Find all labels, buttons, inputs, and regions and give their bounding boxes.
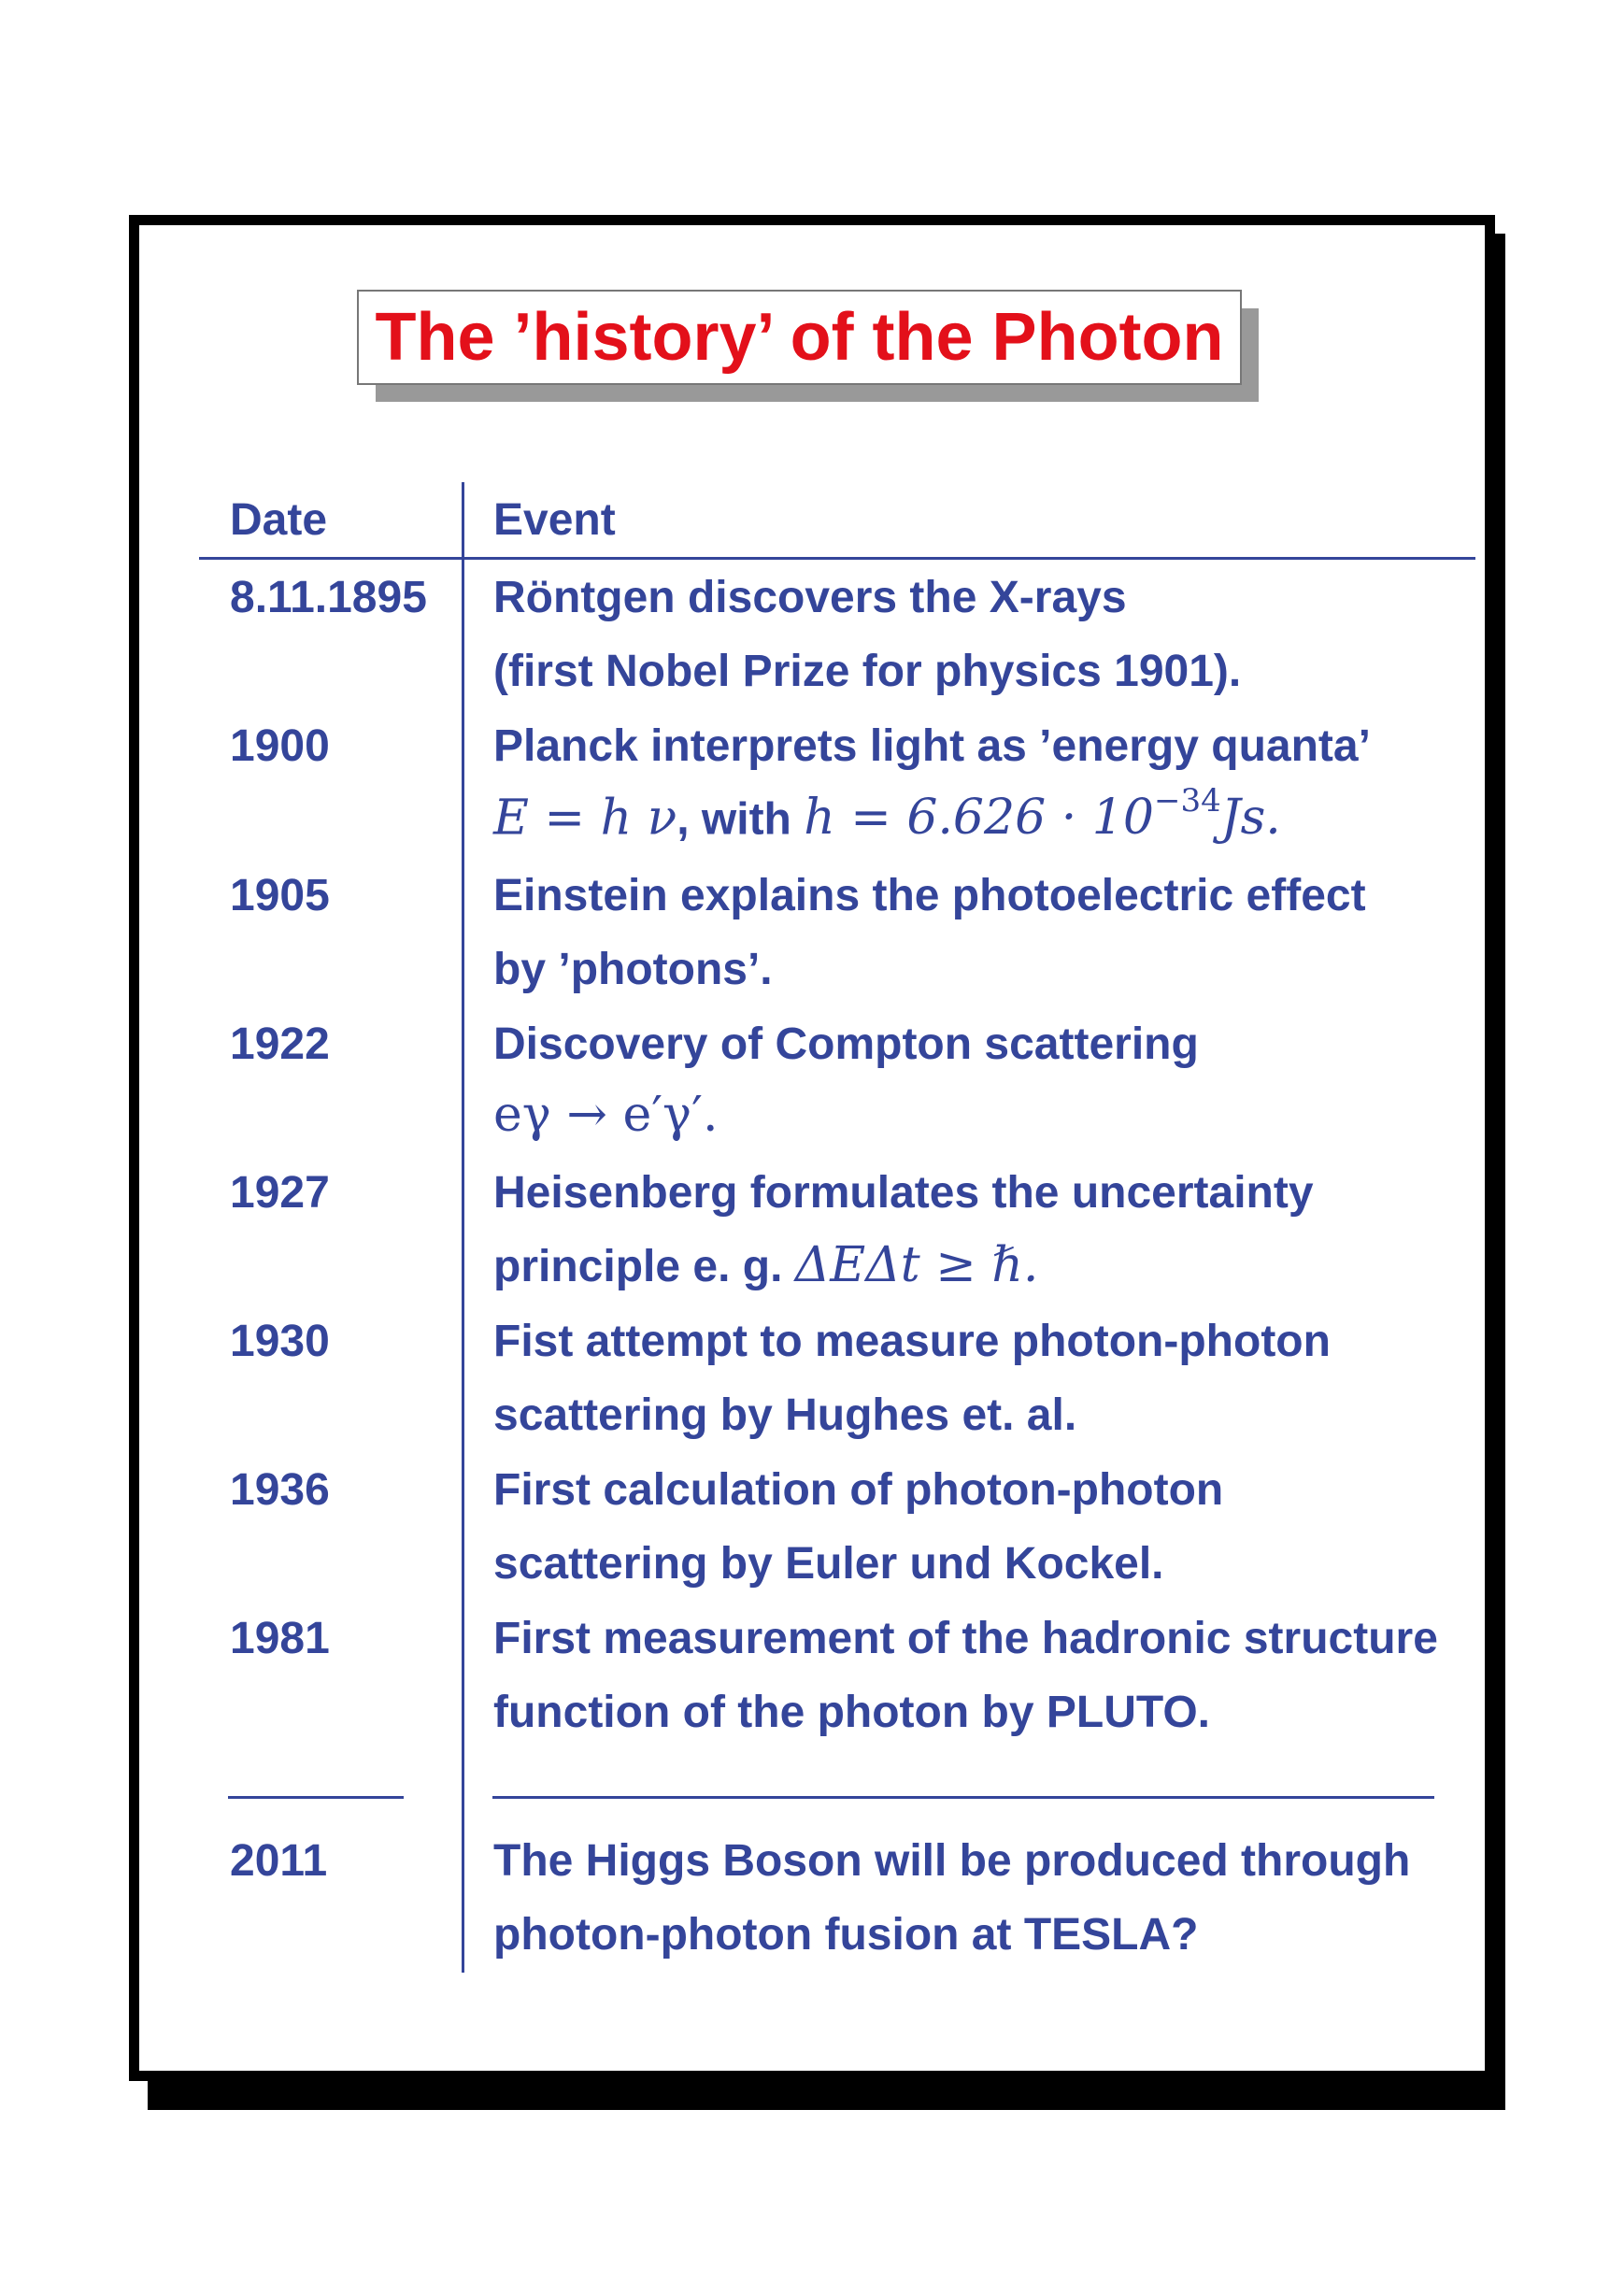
row-date: 1927 [230, 1168, 330, 1218]
column-divider [462, 482, 464, 1973]
row-event-line2: (first Nobel Prize for physics 1901). [493, 647, 1242, 696]
row-event-line1: First calculation of photon-photon [493, 1465, 1224, 1515]
page-title: The ’history’ of the Photon [357, 290, 1242, 385]
row-date: 1981 [230, 1614, 330, 1663]
row-event-line1: Discovery of Compton scattering [493, 1019, 1199, 1069]
future-event-line2: photon-photon fusion at TESLA? [493, 1910, 1199, 1960]
row-event-line2 [493, 1087, 719, 1143]
planck-relation: E = h ν [493, 790, 677, 847]
row-date: 8.11.1895 [230, 573, 427, 622]
header-divider [199, 557, 1475, 560]
future-event-line1: The Higgs Boson will be produced through [493, 1836, 1411, 1886]
date-column-header: Date [230, 495, 328, 545]
future-separator-left [228, 1796, 404, 1799]
row-date: 1936 [230, 1465, 330, 1515]
planck-constant: $h = 6.626 \cdot 10^{-34}Js$. [804, 782, 1281, 847]
row-event-line1: Fist attempt to measure photon-photon [493, 1317, 1331, 1366]
row-date: 1905 [230, 871, 330, 920]
row-date: 1900 [230, 721, 330, 771]
row-date: 1922 [230, 1019, 330, 1069]
row-event-line2: scattering by Hughes et. al. [493, 1390, 1077, 1440]
slide-frame [129, 215, 1495, 2081]
future-separator-right [492, 1796, 1434, 1799]
row-event-line1: Heisenberg formulates the uncertainty [493, 1168, 1314, 1218]
event-column-header: Event [493, 495, 616, 545]
future-date: 2011 [230, 1836, 328, 1886]
row-date: 1930 [230, 1317, 330, 1366]
row-event-line1: Einstein explains the photoelectric effect [493, 871, 1366, 920]
row-event-line2: scattering by Euler und Kockel. [493, 1539, 1164, 1589]
row-event-line2: by ’photons’. [493, 945, 773, 994]
compton-reaction: eγ → e′γ′. [493, 1087, 719, 1143]
row-event-line2: function of the photon by PLUTO. [493, 1688, 1210, 1737]
uncertainty-relation: ΔEΔt ≥ ℏ. [794, 1237, 1039, 1293]
row-event-line2: principle e. g. ΔEΔt ≥ ℏ. [493, 1237, 1039, 1293]
row-event-line1: Röntgen discovers the X-rays [493, 573, 1127, 622]
row-event-line1: Planck interprets light as ’energy quanta’ [493, 721, 1371, 771]
row-event-line2: E = h ν, with $h = 6.626 \cdot 10^{-34}Js$. [493, 782, 1281, 847]
row-event-line1: First measurement of the hadronic structure [493, 1614, 1438, 1663]
